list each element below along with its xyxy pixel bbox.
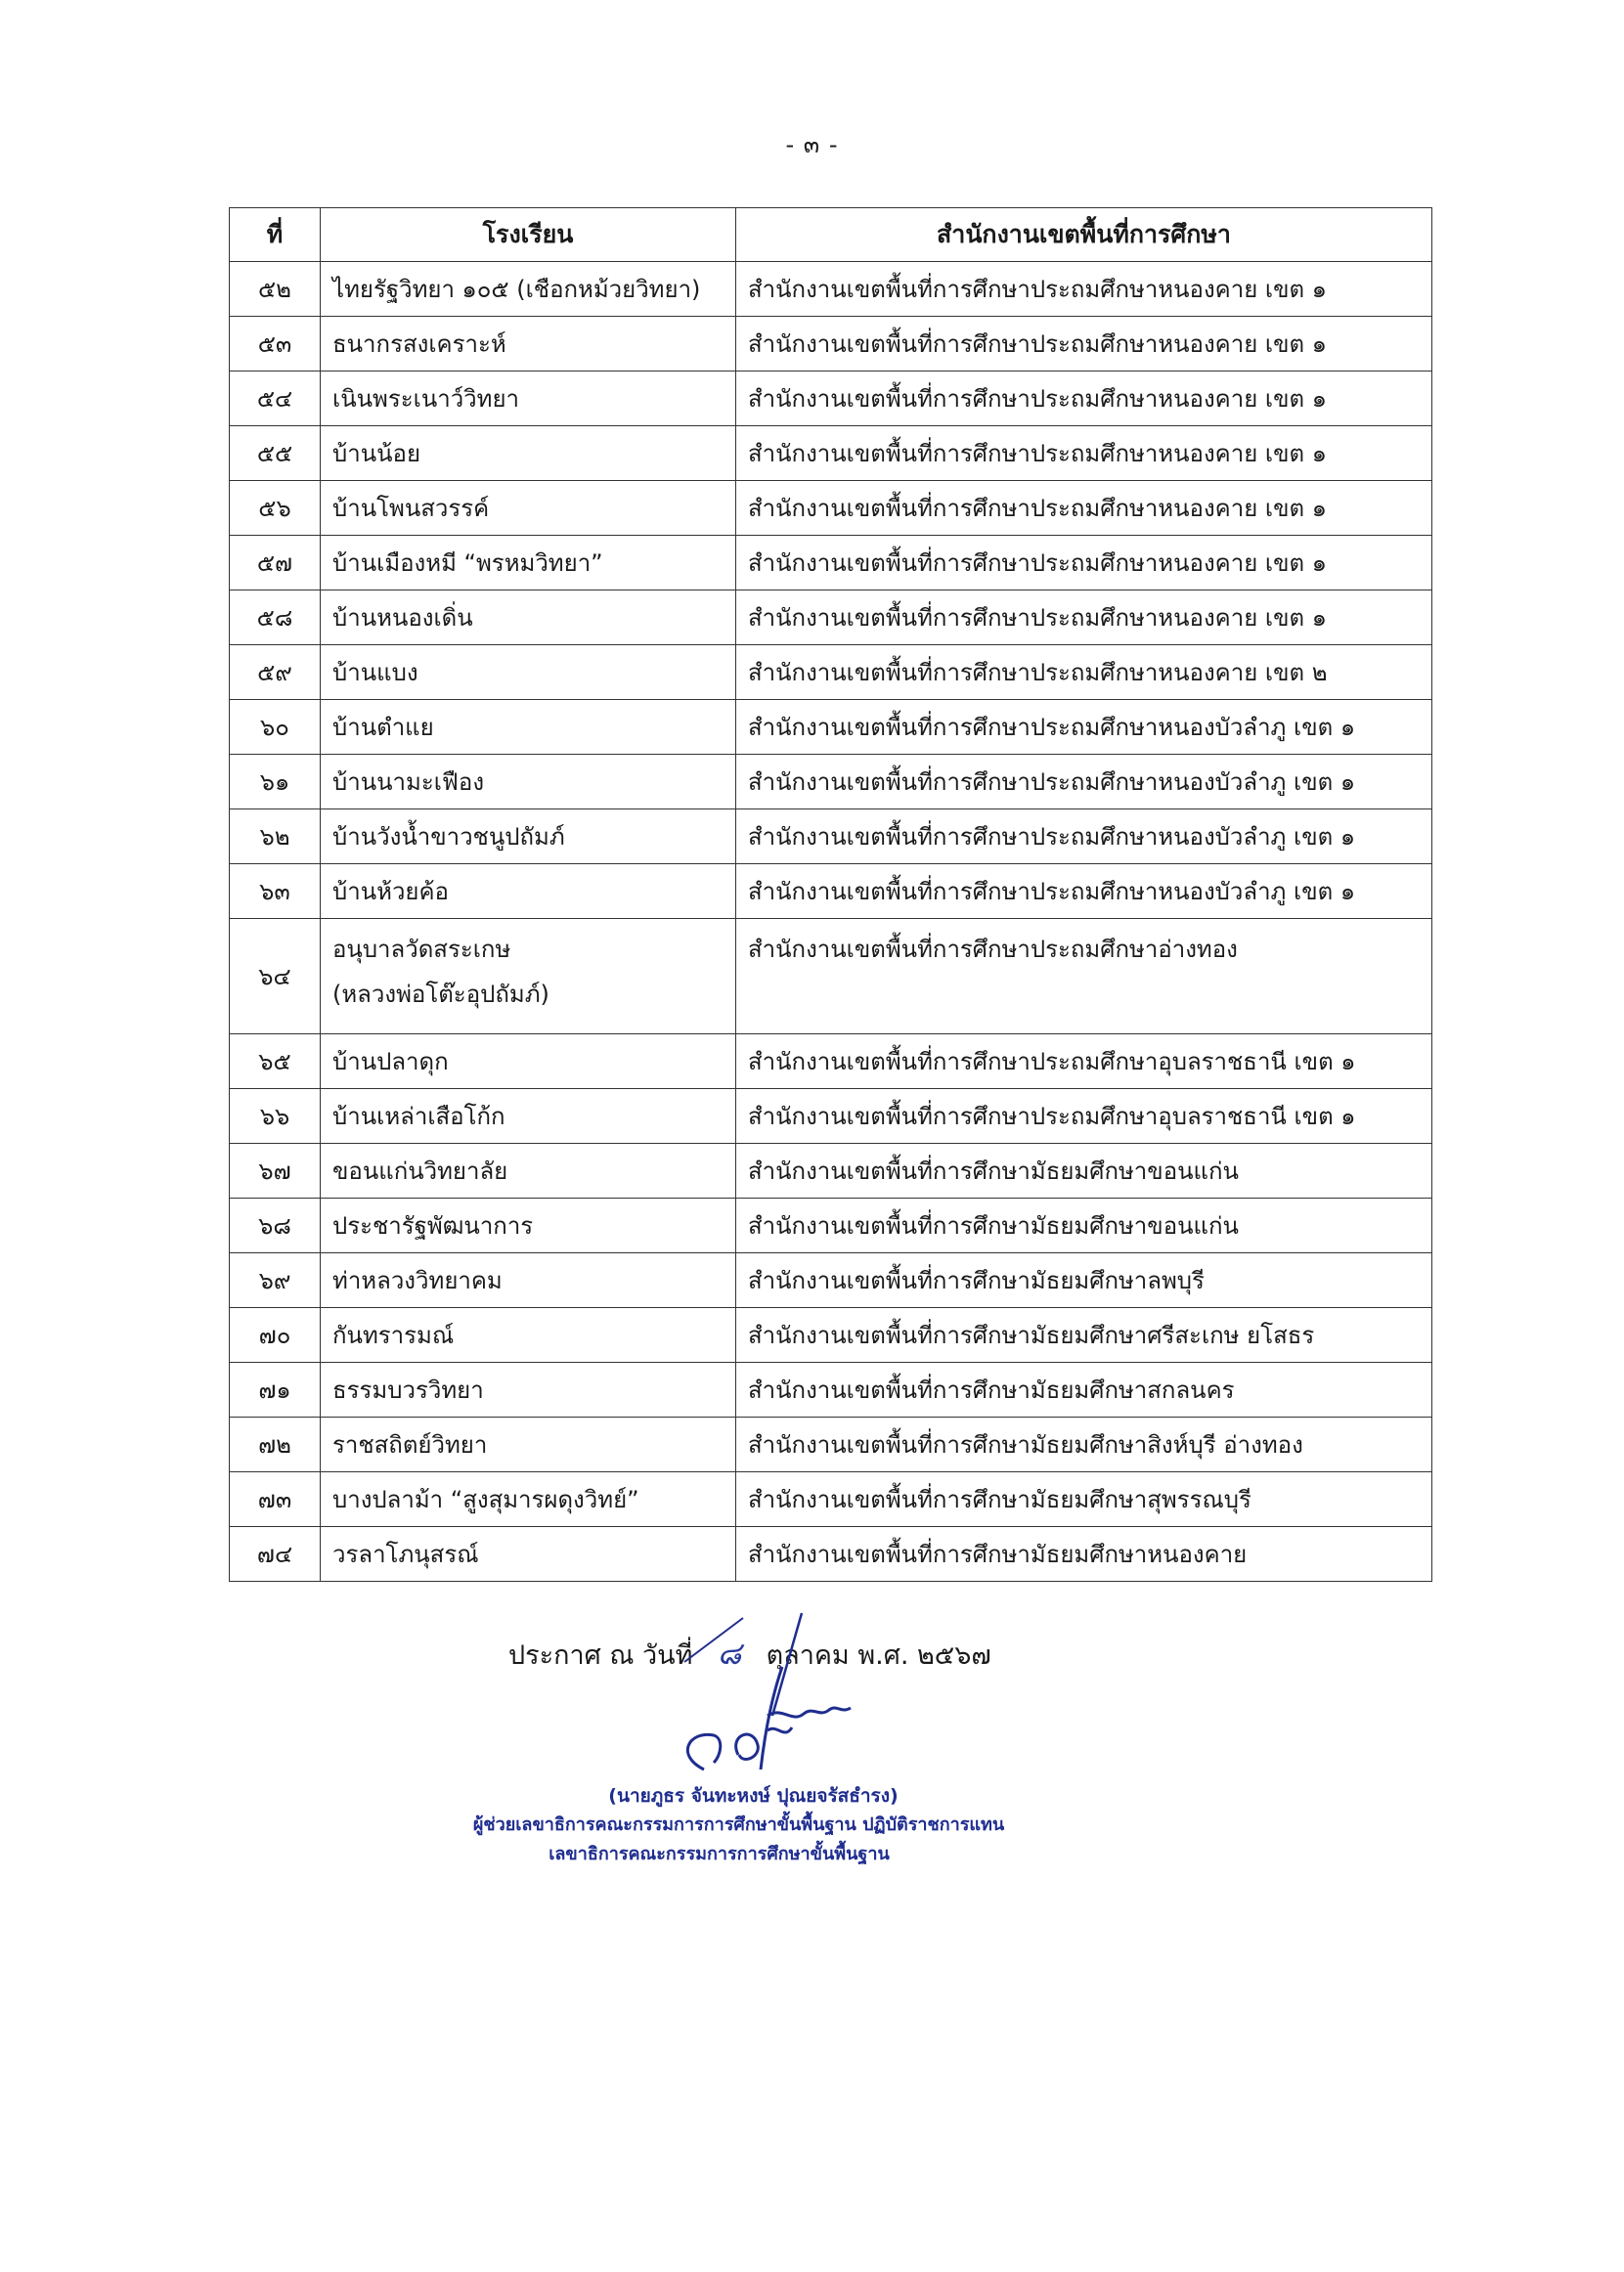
signature-stroke [687,1734,720,1770]
table-header [230,208,1432,262]
school-name: บ้านน้อย [321,426,736,481]
row-number: ๕๖ [230,481,321,536]
education-office: สำนักงานเขตพื้นที่การศึกษาประถมศึกษาหนองบัวลำภู เขต ๑ [736,809,1432,864]
education-office: สำนักงานเขตพื้นที่การศึกษามัธยมศึกษาขอนแก่น [736,1144,1432,1199]
signature-stroke [736,1734,759,1759]
signature-stroke [768,1708,851,1717]
school-name: บ้านนามะเฟือง [321,755,736,809]
education-office: สำนักงานเขตพื้นที่การศึกษาประถมศึกษาหนองคาย เขต ๑ [736,590,1432,645]
row-number: ๕๙ [230,645,321,700]
table-row [230,1089,1432,1144]
school-name: ประชารัฐพัฒนาการ [321,1199,736,1253]
education-office: สำนักงานเขตพื้นที่การศึกษาประถมศึกษาหนองคาย เขต ๑ [736,481,1432,536]
education-office: สำนักงานเขตพื้นที่การศึกษามัธยมศึกษาสุพรรณบุรี [736,1472,1432,1527]
table-row [230,371,1432,426]
row-number: ๕๔ [230,371,321,426]
school-name: บ้านตำแย [321,700,736,755]
school-name: ท่าหลวงวิทยาคม [321,1253,736,1308]
row-number: ๗๒ [230,1418,321,1472]
school-name: กันทรารมณ์ [321,1308,736,1363]
page-number: - ๓ - [785,131,839,158]
table-row [230,1144,1432,1199]
signature-stroke [772,1613,802,1716]
education-office: สำนักงานเขตพื้นที่การศึกษาประถมศึกษาหนองคาย เขต ๑ [736,536,1432,590]
signer-block [0,1781,1624,1869]
row-number: ๖๘ [230,1199,321,1253]
table-row [230,755,1432,809]
school-name-line2: (หลวงพ่อโต๊ะอุปถัมภ์) [332,981,549,1008]
school-name: บ้านโพนสวรรค์ [321,481,736,536]
table-row [230,1472,1432,1527]
table-row [230,864,1432,919]
education-office: สำนักงานเขตพื้นที่การศึกษาประถมศึกษาหนองคาย เขต ๑ [736,371,1432,426]
signature-stroke [768,1727,792,1732]
table-row [230,317,1432,371]
row-number: ๕๘ [230,590,321,645]
row-number: ๖๖ [230,1089,321,1144]
education-office: สำนักงานเขตพื้นที่การศึกษามัธยมศึกษาสิงห์บุรี อ่างทอง [736,1418,1432,1472]
table-row [230,1199,1432,1253]
row-number: ๕๒ [230,262,321,317]
table-row [230,919,1432,1034]
row-number: ๖๔ [230,919,321,1034]
handwritten-signature [645,1608,860,1774]
education-office: สำนักงานเขตพื้นที่การศึกษาประถมศึกษาหนองคาย เขต ๑ [736,262,1432,317]
school-name: ขอนแก่นวิทยาลัย [321,1144,736,1199]
row-number: ๕๓ [230,317,321,371]
table-row [230,262,1432,317]
table-row [230,1253,1432,1308]
education-office: สำนักงานเขตพื้นที่การศึกษาประถมศึกษาหนองบัวลำภู เขต ๑ [736,700,1432,755]
row-number: ๖๗ [230,1144,321,1199]
school-name: บางปลาม้า “สูงสุมารผดุงวิทย์” [321,1472,736,1527]
table-row [230,1308,1432,1363]
row-number: ๗๓ [230,1472,321,1527]
table-row [230,426,1432,481]
table-row [230,1527,1432,1582]
row-number: ๖๑ [230,755,321,809]
row-number: ๖๙ [230,1253,321,1308]
signature-stroke [684,1618,743,1662]
school-name: ธรรมบวรวิทยา [321,1363,736,1418]
school-name: ราชสถิตย์วิทยา [321,1418,736,1472]
school-name: บ้านปลาดุก [321,1034,736,1089]
row-number: ๗๐ [230,1308,321,1363]
table-row [230,809,1432,864]
table-row [230,481,1432,536]
education-office: สำนักงานเขตพื้นที่การศึกษาประถมศึกษาหนองคาย เขต ๒ [736,645,1432,700]
row-number: ๖๐ [230,700,321,755]
education-office: สำนักงานเขตพื้นที่การศึกษาประถมศึกษาหนองคาย เขต ๑ [736,426,1432,481]
row-number: ๗๑ [230,1363,321,1418]
education-office: สำนักงานเขตพื้นที่การศึกษาประถมศึกษาอ่างทอง [736,919,1432,1034]
school-name: บ้านเมืองหมี “พรหมวิทยา” [321,536,736,590]
signer-name: (นายภูธร จันทะหงษ์ ปุณยจรัสธำรง) [608,1785,899,1807]
table-row [230,1418,1432,1472]
row-number: ๕๕ [230,426,321,481]
school-name [321,919,736,1034]
education-office: สำนักงานเขตพื้นที่การศึกษามัธยมศึกษาสกลนคร [736,1363,1432,1418]
announcement-year: พ.ศ. ๒๕๖๗ [857,1640,991,1671]
header-no: ที่ [230,208,321,262]
announcement-day: ๘ [717,1635,742,1672]
table-body [230,262,1432,1582]
education-office: สำนักงานเขตพื้นที่การศึกษามัธยมศึกษาขอนแก่น [736,1199,1432,1253]
education-office: สำนักงานเขตพื้นที่การศึกษามัธยมศึกษาศรีสะเกษ ยโสธร [736,1308,1432,1363]
education-office: สำนักงานเขตพื้นที่การศึกษามัธยมศึกษาหนองคาย [736,1527,1432,1582]
row-number: ๕๗ [230,536,321,590]
education-office: สำนักงานเขตพื้นที่การศึกษามัธยมศึกษาลพบุรี [736,1253,1432,1308]
table-row [230,1363,1432,1418]
school-table [229,207,1432,1582]
education-office: สำนักงานเขตพื้นที่การศึกษาประถมศึกษาอุบลราชธานี เขต ๑ [736,1034,1432,1089]
announcement-prefix: ประกาศ ณ วันที่ [508,1640,693,1671]
header-school: โรงเรียน [321,208,736,262]
school-name-line1: อนุบาลวัดสระเกษ [332,936,511,963]
row-number: ๖๒ [230,809,321,864]
row-number: ๖๕ [230,1034,321,1089]
school-name: บ้านวังน้ำขาวชนูปถัมภ์ [321,809,736,864]
table-row [230,700,1432,755]
school-name: เนินพระเนาว์วิทยา [321,371,736,426]
row-number: ๖๓ [230,864,321,919]
signer-position: ผู้ช่วยเลขาธิการคณะกรรมการการศึกษาขั้นพื้นฐาน ปฏิบัติราชการแทน [472,1814,1005,1835]
school-name: บ้านแบง [321,645,736,700]
table-row [230,645,1432,700]
education-office: สำนักงานเขตพื้นที่การศึกษาประถมศึกษาหนองบัวลำภู เขต ๑ [736,864,1432,919]
row-number: ๗๔ [230,1527,321,1582]
school-name: ไทยรัฐวิทยา ๑๐๕ (เชือกหม้วยวิทยา) [321,262,736,317]
table-row [230,1034,1432,1089]
school-name: บ้านหนองเดิ่น [321,590,736,645]
education-office: สำนักงานเขตพื้นที่การศึกษาประถมศึกษาหนองคาย เขต ๑ [736,317,1432,371]
table-row [230,590,1432,645]
education-office: สำนักงานเขตพื้นที่การศึกษาประถมศึกษาอุบลราชธานี เขต ๑ [736,1089,1432,1144]
school-name: บ้านเหล่าเสือโก้ก [321,1089,736,1144]
school-name: วรลาโภนุสรณ์ [321,1527,736,1582]
signer-position-2: เลขาธิการคณะกรรมการการศึกษาขั้นพื้นฐาน [549,1844,890,1864]
school-name: ธนากรสงเคราะห์ [321,317,736,371]
education-office: สำนักงานเขตพื้นที่การศึกษาประถมศึกษาหนองบัวลำภู เขต ๑ [736,755,1432,809]
signature-stroke [761,1667,782,1770]
table-row [230,536,1432,590]
header-office: สำนักงานเขตพื้นที่การศึกษา [736,208,1432,262]
announcement-month: ตุลาคม [766,1640,850,1671]
school-name: บ้านห้วยค้อ [321,864,736,919]
